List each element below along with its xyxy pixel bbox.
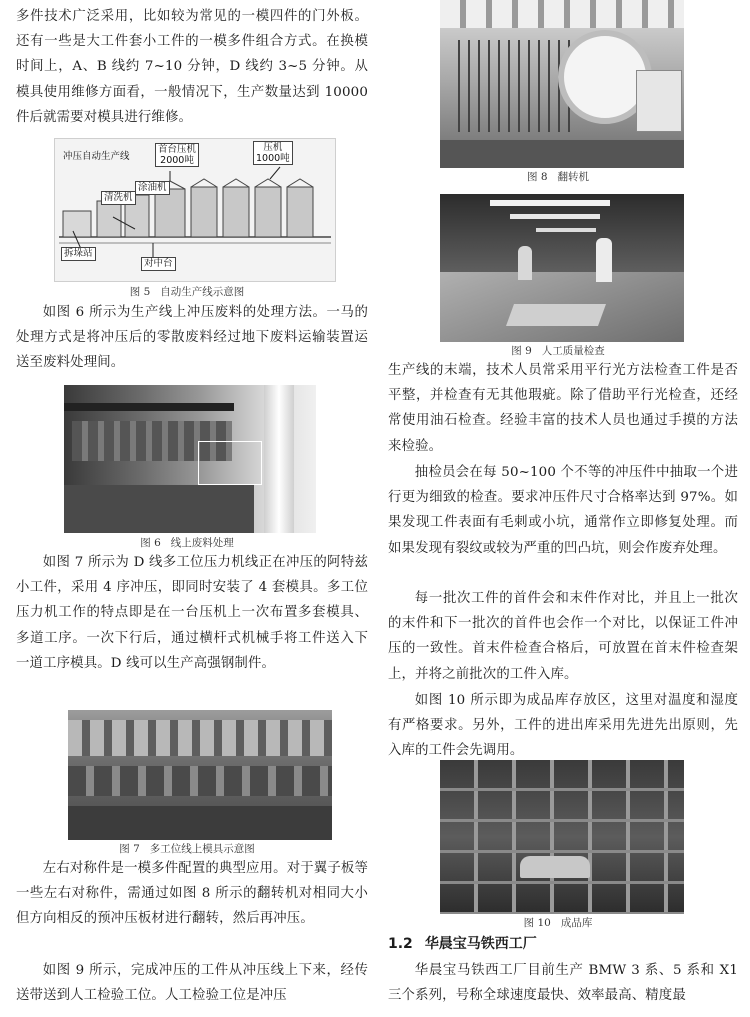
oiler-label: 涂油机 — [135, 181, 170, 195]
paragraph: 如图 6 所示为生产线上冲压废料的处理方法。一马的处理方式是将冲压后的零散废料经过地下废料运输装置运送至废料处理间。 — [16, 305, 368, 371]
first-press-label: 首台压机 2000吨 — [155, 143, 199, 167]
paragraph: 如图 10 所示即为成品库存放区，这里对温度和湿度有严格要求。另外，工件的进出库采用先进先出原则，先入库的工件会先调用。 — [388, 693, 738, 759]
paragraph: 如图 7 所示为 D 线多工位压力机线正在冲压的阿特兹小工件，采用 4 序冲压，即同时安装了 4 套模具。多工位压力机工作的特点即是在一台压机上一次布置多套模具、多道工序。一次下行后，通过横杆式机械手将工件送入下一道工序模具。D 线可以生产高强钢制件。 — [16, 555, 368, 671]
figure-7-photo — [68, 710, 332, 840]
paragraph: 左右对称件是一模多件配置的典型应用。对于翼子板等一些左右对称件，需通过如图 8 所示的翻转机对相同大小但方向相反的预冲压板材进行翻转，然后再冲压。 — [16, 861, 368, 927]
figure-6-photo — [64, 385, 316, 533]
paragraph: 如图 9 所示，完成冲压的工件从冲压线上下来，经传送带送到人工检验工位。人工检验工位是冲压 — [16, 963, 368, 1004]
figure-caption: 图 7 多工位线上模具示意图 — [119, 843, 255, 855]
figure-caption: 图 8 翻转机 — [526, 171, 590, 183]
figure-10-photo — [440, 760, 684, 914]
line-label: 冲压自动生产线 — [63, 151, 130, 162]
section-heading: 1.2 华晨宝马铁西工厂 — [388, 936, 537, 952]
paragraph: 抽检员会在每 50~100 个不等的冲压件中抽取一个进行更为细致的检查。要求冲压件尺寸合格率达到 97%。如果发现工件表面有毛刺或小坑，通常作立即修复处理。而如果发现有裂纹或较为严重的凹凸坑，则会作废弃处理。 — [388, 465, 738, 556]
destacker-label: 拆垛站 — [61, 247, 96, 261]
paragraph: 每一批次工件的首件会和末件作对比，并且上一批次的末件和下一批次的首件也会作一个对比，以保证工件冲压的一致性。首末件检查合格后，可放置在首末件检查架上，并将之前批次的工件入库。 — [388, 591, 738, 682]
figure-8-photo — [440, 0, 684, 168]
paragraph: 多件技术广泛采用，比如较为常见的一模四件的门外板。还有一些是大工件套小工件的一模多件组合方式。在换模时间上，A、B 线约 7~10 分钟，D 线约 3~5 分钟。从模具使用维修方面看，一般情况下，生产数量达到 10000 件后就需要对模具进行维修。 — [16, 9, 368, 125]
washer-label: 清洗机 — [101, 191, 136, 205]
figure-5 — [54, 138, 336, 282]
figure-caption: 图 9 人工质量检查 — [511, 345, 605, 357]
figure-9-photo — [440, 194, 684, 342]
press-label: 压机 1000吨 — [253, 141, 293, 165]
figure-caption: 图 5 自动生产线示意图 — [129, 286, 245, 298]
figure-caption: 图 10 成品库 — [523, 917, 593, 929]
centering-label: 对中台 — [141, 257, 176, 271]
paragraph: 华晨宝马铁西工厂目前生产 BMW 3 系、5 系和 X1 三个系列，号称全球速度最快、效率最高、精度最 — [388, 963, 738, 1004]
figure-caption: 图 6 线上废料处理 — [140, 537, 234, 549]
paragraph: 生产线的末端，技术人员常采用平行光方法检查工件是否平整，并检查有无其他瑕疵。除了借助平行光检查，还经常使用油石检查。经验丰富的技术人员也通过手摸的方法来检验。 — [388, 363, 738, 454]
